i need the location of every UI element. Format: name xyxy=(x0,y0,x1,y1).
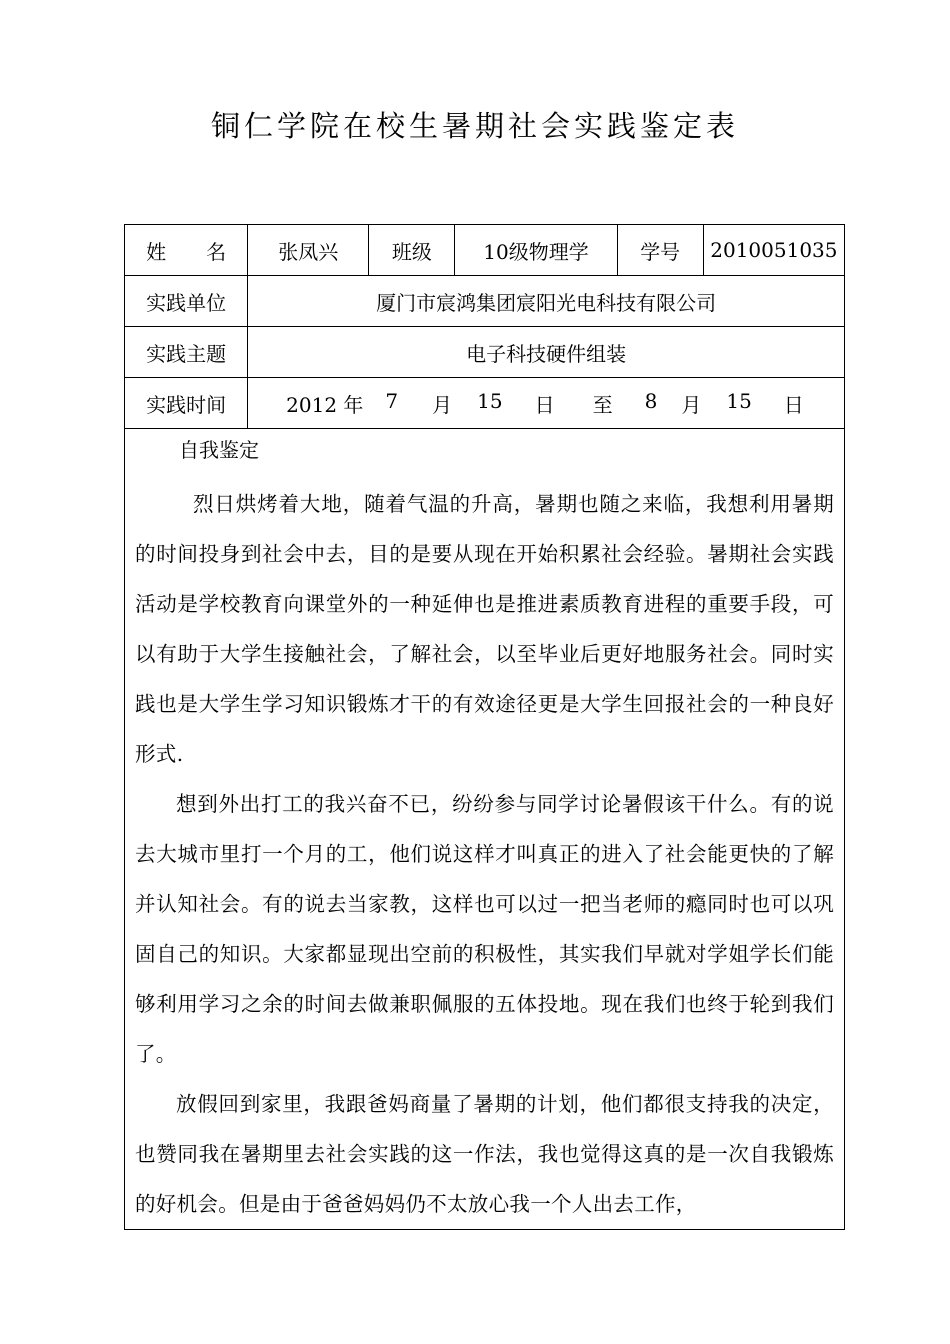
date-start-month: 7 xyxy=(385,388,399,413)
date-to: 至 xyxy=(592,392,613,417)
date-month-label-1: 月 xyxy=(432,392,453,417)
row-self-assessment xyxy=(125,429,845,1230)
date-end-day: 15 xyxy=(726,388,752,413)
unit-value: 厦门市宸鸿集团宸阳光电科技有限公司 xyxy=(248,276,845,327)
unit-label: 实践单位 xyxy=(125,276,248,327)
date-day-label-1: 日 xyxy=(534,392,555,417)
class-value: 10级物理学 xyxy=(455,225,617,276)
row-student-info xyxy=(125,225,845,276)
student-id-label: 学号 xyxy=(617,225,703,276)
assessment-paragraph-3: 放假回到家里，我跟爸妈商量了暑期的计划，他们都很支持我的决定，也赞同我在暑期里去社会实践的这一作法，我也觉得这真的是一次自我锻炼的好机会。但是由于爸爸妈妈仍不太放心我一个人出去工作， xyxy=(135,1092,834,1216)
self-assessment-cell xyxy=(125,429,845,1230)
date-start-day: 15 xyxy=(477,388,503,413)
name-label: 姓 名 xyxy=(125,225,248,276)
row-practice-theme xyxy=(125,327,845,378)
document-title: 铜仁学院在校生暑期社会实践鉴定表 xyxy=(210,109,739,143)
self-assessment-heading: 自我鉴定 xyxy=(179,438,259,462)
class-label: 班级 xyxy=(369,225,455,276)
theme-value: 电子科技硬件组装 xyxy=(248,327,845,378)
name-value: 张凤兴 xyxy=(248,225,369,276)
theme-label: 实践主题 xyxy=(125,327,248,378)
assessment-paragraph-2: 想到外出打工的我兴奋不已，纷纷参与同学讨论暑假该干什么。有的说去大城市里打一个月的工，他们说这样才叫真正的进入了社会能更快的了解并认知社会。有的说去当家教，这样也可以过一把当老师的瘾同时也可以巩固自己的知识。大家都显现出空前的积极性，其实我们早就对学姐学长们能够利用学习之余的时间去做兼职佩服的五体投地。现在我们也终于轮到我们了。 xyxy=(135,792,834,1066)
time-label: 实践时间 xyxy=(125,378,248,429)
student-id-value: 2010051035 xyxy=(703,225,844,276)
date-month-label-2: 月 xyxy=(681,392,702,417)
date-end-month: 8 xyxy=(644,388,658,413)
row-practice-unit xyxy=(125,276,845,327)
date-year: 2012 年 xyxy=(286,392,364,417)
assessment-form-table xyxy=(124,224,845,1230)
assessment-paragraph-1: 烈日烘烤着大地，随着气温的升高，暑期也随之来临，我想利用暑期的时间投身到社会中去，目的是要从现在开始积累社会经验。暑期社会实践活动是学校教育向课堂外的一种延伸也是推进素质教育进程的重要手段，可以有助于大学生接触社会，了解社会，以至毕业后更好地服务社会。同时实践也是大学生学习知识锻炼才干的有效途径更是大学生回报社会的一种良好形式. xyxy=(135,492,834,766)
time-value xyxy=(248,378,845,429)
row-practice-time xyxy=(125,378,845,429)
date-range xyxy=(248,389,844,418)
date-day-label-2: 日 xyxy=(783,392,804,417)
